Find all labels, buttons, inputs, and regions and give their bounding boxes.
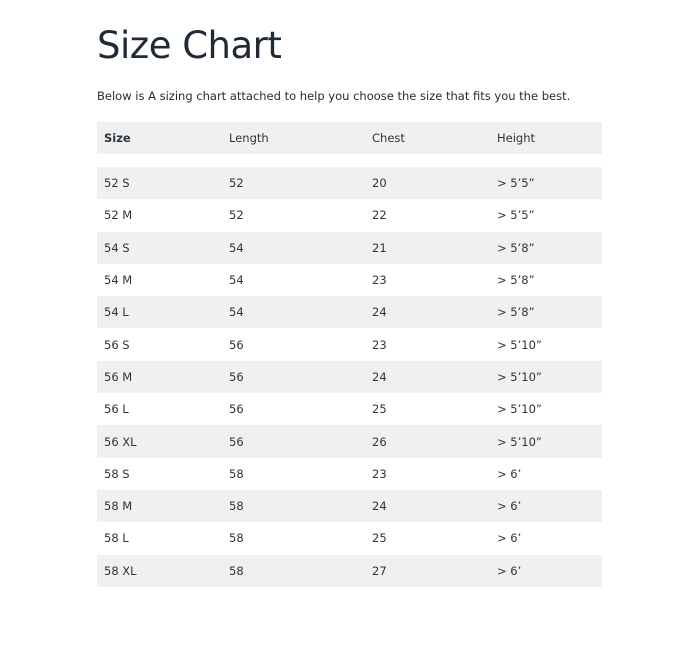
cell-height: > 6’	[497, 499, 522, 514]
cell-height: > 5’5”	[497, 208, 535, 223]
cell-size: 58 XL	[104, 563, 137, 578]
cell-chest: 22	[372, 208, 387, 223]
cell-length: 58	[229, 531, 244, 546]
header-size: Size	[104, 131, 131, 145]
table-row	[97, 490, 602, 522]
cell-chest: 23	[372, 273, 387, 288]
header-chest: Chest	[372, 131, 405, 145]
cell-length: 56	[229, 434, 244, 449]
table-spacer	[97, 154, 602, 167]
table-row	[97, 555, 602, 587]
cell-height: > 5’10”	[497, 369, 542, 384]
cell-size: 56 XL	[104, 434, 137, 449]
table-row	[97, 167, 602, 199]
cell-length: 52	[229, 208, 244, 223]
cell-height: > 6’	[497, 531, 522, 546]
table-row	[97, 393, 602, 425]
cell-chest: 25	[372, 402, 387, 417]
page-title: Size Chart	[97, 24, 282, 67]
cell-chest: 26	[372, 434, 387, 449]
header-length: Length	[229, 131, 269, 145]
cell-chest: 27	[372, 563, 387, 578]
cell-size: 58 M	[104, 499, 133, 514]
cell-length: 58	[229, 466, 244, 481]
cell-length: 54	[229, 305, 244, 320]
table-header	[97, 122, 602, 154]
cell-chest: 20	[372, 176, 387, 191]
cell-length: 56	[229, 402, 244, 417]
cell-size: 58 S	[104, 466, 130, 481]
cell-length: 56	[229, 337, 244, 352]
table-row	[97, 232, 602, 264]
cell-size: 54 M	[104, 273, 133, 288]
cell-height: > 5’10”	[497, 402, 542, 417]
intro-text: Below is A sizing chart attached to help you choose the size that fits you the best.	[97, 89, 571, 103]
header-row	[97, 122, 602, 154]
cell-chest: 24	[372, 305, 387, 320]
table-row	[97, 264, 602, 296]
cell-length: 54	[229, 240, 244, 255]
size-table	[97, 122, 602, 587]
cell-chest: 24	[372, 369, 387, 384]
cell-height: > 5’8”	[497, 305, 535, 320]
cell-size: 56 M	[104, 369, 133, 384]
cell-size: 56 S	[104, 337, 130, 352]
header-height: Height	[497, 131, 536, 145]
cell-size: 54 S	[104, 240, 130, 255]
table-body	[97, 154, 602, 587]
cell-length: 56	[229, 369, 244, 384]
cell-height: > 5’8”	[497, 240, 535, 255]
cell-height: > 5’8”	[497, 273, 535, 288]
table-row	[97, 328, 602, 360]
cell-length: 58	[229, 499, 244, 514]
cell-height: > 5’10”	[497, 337, 542, 352]
cell-chest: 25	[372, 531, 387, 546]
cell-chest: 23	[372, 337, 387, 352]
spacer-cell	[97, 154, 602, 167]
cell-length: 54	[229, 273, 244, 288]
table-row	[97, 425, 602, 457]
cell-length: 58	[229, 563, 244, 578]
table-row	[97, 199, 602, 231]
table-row	[97, 522, 602, 554]
cell-chest: 24	[372, 499, 387, 514]
cell-chest: 21	[372, 240, 387, 255]
table-row	[97, 296, 602, 328]
cell-size: 56 L	[104, 402, 129, 417]
cell-chest: 23	[372, 466, 387, 481]
cell-height: > 6’	[497, 563, 522, 578]
cell-height: > 6’	[497, 466, 522, 481]
cell-height: > 5’5”	[497, 176, 535, 191]
cell-size: 54 L	[104, 305, 129, 320]
cell-size: 52 M	[104, 208, 133, 223]
cell-height: > 5’10”	[497, 434, 542, 449]
cell-size: 58 L	[104, 531, 129, 546]
cell-length: 52	[229, 176, 244, 191]
cell-size: 52 S	[104, 176, 130, 191]
table-row	[97, 458, 602, 490]
table-row	[97, 361, 602, 393]
